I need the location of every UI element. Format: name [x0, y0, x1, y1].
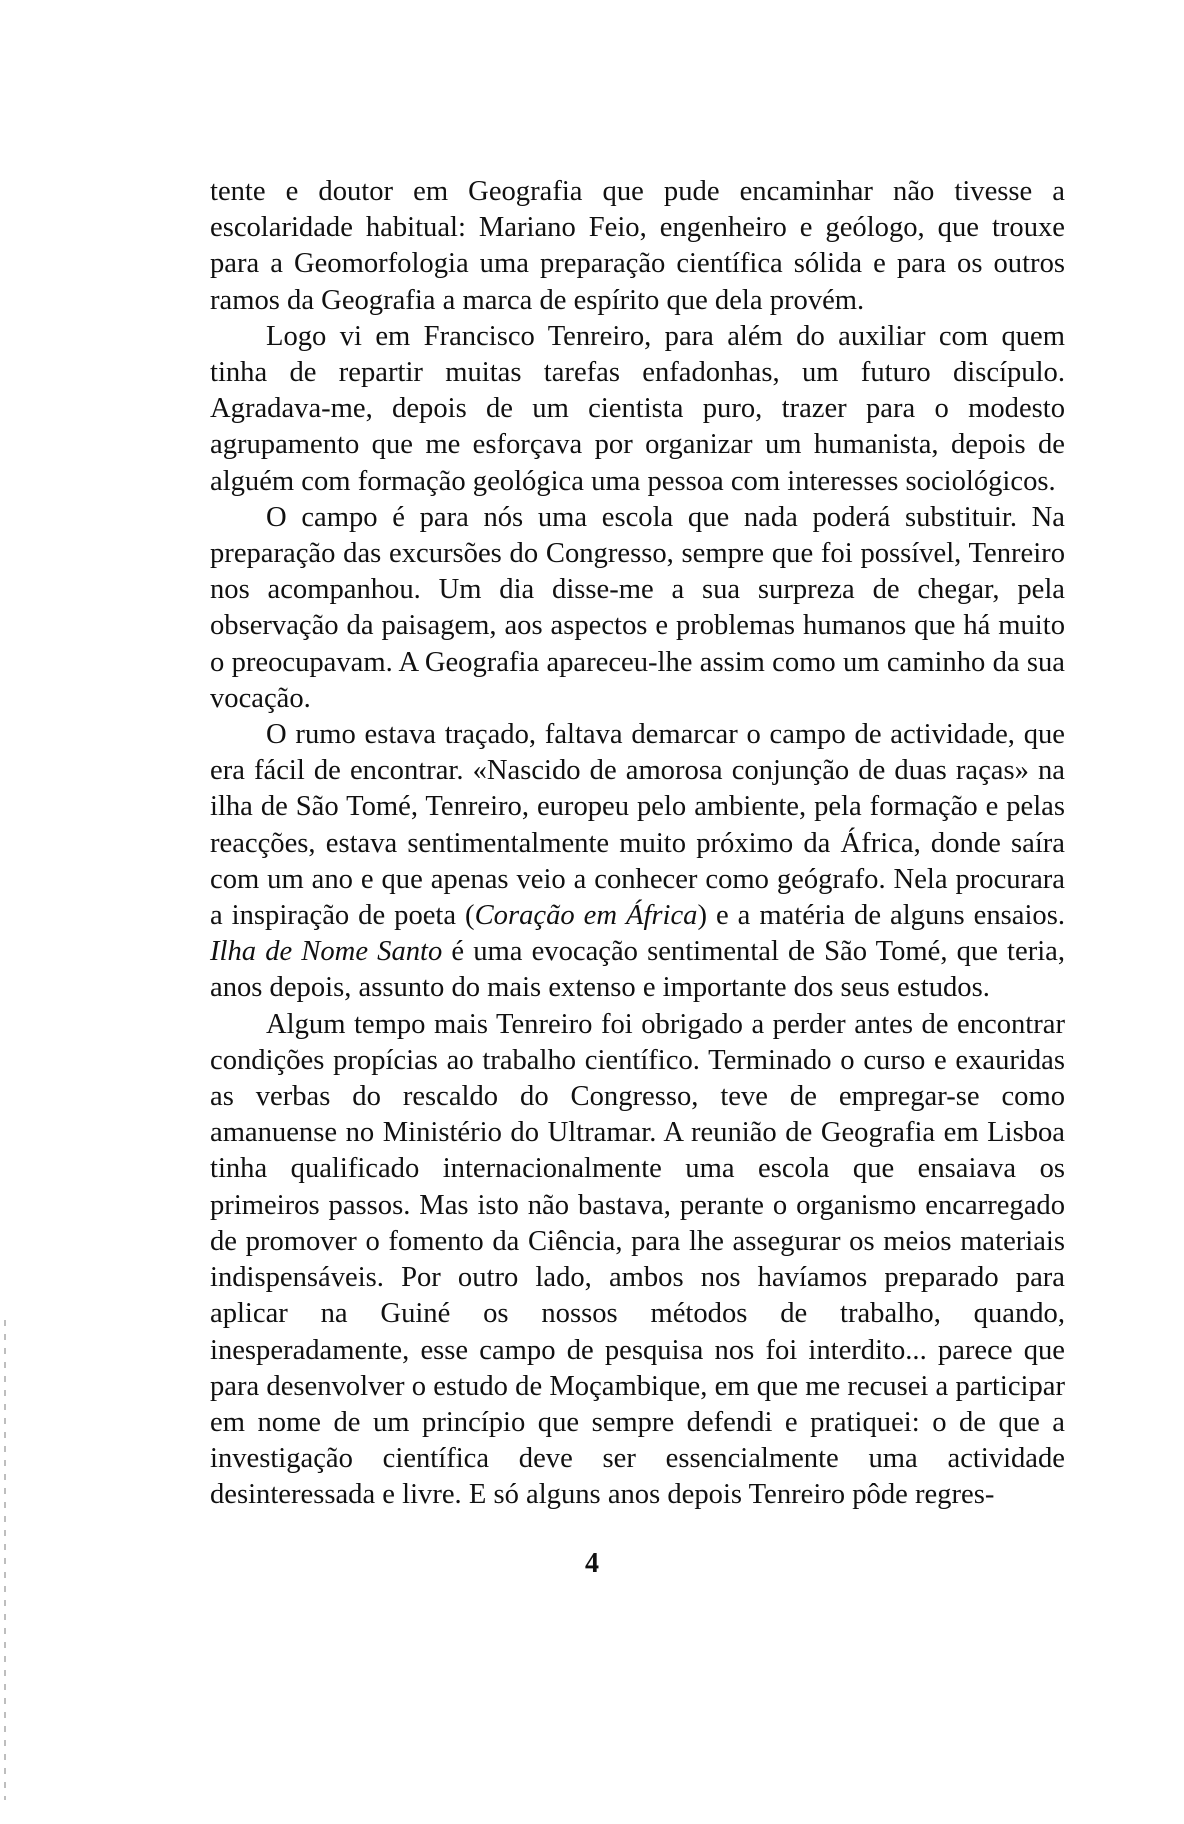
paragraph-4-part-2: ) e a matéria de alguns ensaios. — [697, 900, 1066, 932]
body-text — [210, 174, 1065, 1514]
page-number: 4 — [585, 1548, 599, 1579]
poem-title-italic: Coração em África — [474, 900, 698, 932]
paragraph-2: Logo vi em Francisco Tenreiro, para além do auxiliar com quem tinha de repartir muitas tarefas enfadonhas, um futuro discípulo. Agradava-me, depois de um cientista puro, trazer para o modesto agrupamento que me esforçava por organizar um humanista, depois de alguém com formação geológica uma pessoa com interesses sociológicos. — [210, 320, 1065, 497]
paragraph-1: tente e doutor em Geografia que pude encaminhar não tivesse a escolaridade habitual: Mariano Feio, engenheiro e geólogo, que trouxe para a Geomorfologia uma preparação científica sólida e para os outros ramos da Geografia a marca de espírito que dela provém. — [210, 176, 1065, 316]
paragraph-4-part-3: é uma evocação sentimental de São Tomé, que teria, anos depois, assunto do mais extenso e importante dos seus estudos. — [210, 936, 1065, 1004]
paragraph-4-part-1: O rumo estava traçado, faltava demarcar o campo de actividade, que era fácil de encontrar. «Nascido de amorosa conjunção de duas raças» na ilha de São Tomé, Tenreiro, europeu pelo ambiente, pela formação e pelas reacções, estava sentimentalmente muito próximo da África, donde saíra com um ano e que apenas veio a conhecer como geógrafo. Nela procurara a inspiração de poeta ( — [210, 719, 1065, 932]
paragraph-5: Algum tempo mais Tenreiro foi obrigado a perder antes de encontrar condições propícias ao trabalho científico. Terminado o curso e exauridas as verbas do rescaldo do Congresso, teve de empregar-se como amanuense no Ministério do Ultramar. A reunião de Geografia em Lisboa tinha qualificado internacionalmente uma escola que ensaiava os primeiros passos. Mas isto não bastava, perante o organismo encarregado de promover o fomento da Ciência, para lhe assegurar os meios materiais indispensáveis. Por outro lado, ambos nos havíamos preparado para aplicar na Guiné os nossos métodos de trabalho, quando, inesperadamente, esse campo de pesquisa nos foi interdito... parece que para desenvolver o estudo de Moçambique, em que me recusei a participar em nome de um princípio que sempre defendi e pratiquei: o de que a investigação científica deve ser essencialmente uma actividade desinteressada e livre. E só alguns anos depois Tenreiro pôde regres- — [210, 1008, 1065, 1511]
paragraph-3: O campo é para nós uma escola que nada poderá substituir. Na preparação das excursões do Congresso, sempre que foi possível, Tenreiro nos acompanhou. Um dia disse-me a sua surpreza de chegar, pela observação da paisagem, aos aspectos e problemas humanos que há muito o preocupavam. A Geografia apareceu-lhe assim como um caminho da sua vocação. — [210, 501, 1065, 714]
paragraph-4 — [210, 717, 1065, 1007]
scan-edge-mark — [4, 1320, 6, 1800]
book-title-italic: Ilha de Nome Santo — [210, 936, 443, 968]
